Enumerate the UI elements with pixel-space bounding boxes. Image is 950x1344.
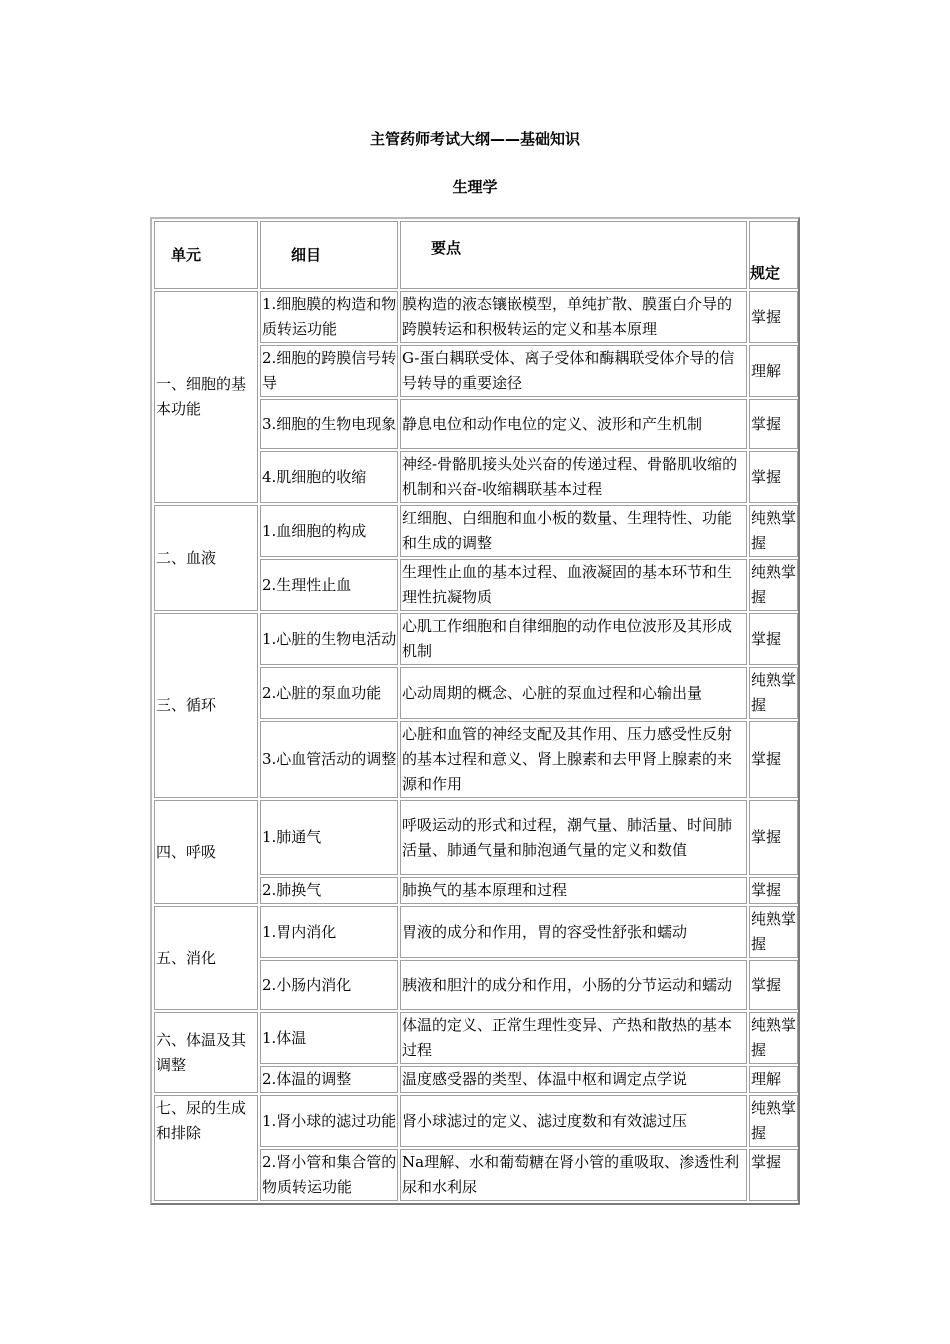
point-cell: 温度感受器的类型、体温中枢和调定点学说: [400, 1066, 747, 1093]
requirement-cell: 纯熟掌握: [749, 667, 798, 719]
point-cell: 心肌工作细胞和自律细胞的动作电位波形及其形成机制: [400, 613, 747, 665]
unit-cell: 五、消化: [154, 906, 258, 1010]
point-cell: 肾小球滤过的定义、滤过度数和有效滤过压: [400, 1095, 747, 1147]
point-cell: 膜构造的液态镶嵌模型，单纯扩散、膜蛋白介导的跨膜转运和积极转运的定义和基本原理: [400, 291, 747, 343]
point-cell: 神经-骨骼肌接头处兴奋的传递过程、骨骼肌收缩的机制和兴奋-收缩耦联基本过程: [400, 451, 747, 503]
table-row: [154, 291, 798, 343]
point-cell: 肺换气的基本原理和过程: [400, 877, 747, 904]
item-cell: 1.血细胞的构成: [260, 505, 398, 557]
requirement-cell: 掌握: [749, 800, 798, 875]
table-row: [154, 1095, 798, 1147]
item-cell: 2.生理性止血: [260, 559, 398, 611]
table-row: [154, 906, 798, 958]
point-cell: 心脏和血管的神经支配及其作用、压力感受性反射的基本过程和意义、肾上腺素和去甲肾上腺素的来源和作用: [400, 721, 747, 798]
item-cell: 3.心血管活动的调整: [260, 721, 398, 798]
item-cell: 1.胃内消化: [260, 906, 398, 958]
table-row: [154, 800, 798, 875]
header-requirement: 规定: [749, 221, 798, 289]
point-cell: 胃液的成分和作用，胃的容受性舒张和蠕动: [400, 906, 747, 958]
requirement-cell: 掌握: [749, 877, 798, 904]
unit-cell: 六、体温及其调整: [154, 1012, 258, 1093]
item-cell: 1.体温: [260, 1012, 398, 1064]
item-cell: 2.小肠内消化: [260, 960, 398, 1010]
requirement-cell: 理解: [749, 1066, 798, 1093]
unit-cell: 四、呼吸: [154, 800, 258, 904]
point-cell: 生理性止血的基本过程、血液凝固的基本环节和生理性抗凝物质: [400, 559, 747, 611]
requirement-cell: 掌握: [749, 451, 798, 503]
item-cell: 4.肌细胞的收缩: [260, 451, 398, 503]
table-header-row: [154, 221, 798, 289]
unit-cell: 一、细胞的基本功能: [154, 291, 258, 503]
table-row: [154, 613, 798, 665]
requirement-cell: 纯熟掌握: [749, 906, 798, 958]
requirement-cell: 纯熟掌握: [749, 505, 798, 557]
header-point: 要点: [400, 221, 747, 289]
requirement-cell: 掌握: [749, 613, 798, 665]
syllabus-table: [152, 219, 800, 1203]
item-cell: 1.肺通气: [260, 800, 398, 875]
header-unit: 单元: [154, 221, 258, 289]
item-cell: 2.肾小管和集合管的物质转运功能: [260, 1149, 398, 1201]
unit-cell: 七、尿的生成和排除: [154, 1095, 258, 1201]
point-cell: 红细胞、白细胞和血小板的数量、生理特性、功能和生成的调整: [400, 505, 747, 557]
item-cell: 1.肾小球的滤过功能: [260, 1095, 398, 1147]
table-row: [154, 505, 798, 557]
item-cell: 2.细胞的跨膜信号转导: [260, 345, 398, 397]
document-subtitle: 生理学: [452, 178, 498, 196]
table-row: [154, 1012, 798, 1064]
point-cell: 静息电位和动作电位的定义、波形和产生机制: [400, 399, 747, 449]
requirement-cell: 纯熟掌握: [749, 1095, 798, 1147]
item-cell: 3.细胞的生物电现象: [260, 399, 398, 449]
requirement-cell: 掌握: [749, 1149, 798, 1201]
item-cell: 1.细胞膜的构造和物质转运功能: [260, 291, 398, 343]
point-cell: Na理解、水和葡萄糖在肾小管的重吸取、渗透性利尿和水利尿: [400, 1149, 747, 1201]
item-cell: 2.体温的调整: [260, 1066, 398, 1093]
item-cell: 2.肺换气: [260, 877, 398, 904]
requirement-cell: 掌握: [749, 960, 798, 1010]
requirement-cell: 纯熟掌握: [749, 1012, 798, 1064]
unit-cell: 二、血液: [154, 505, 258, 611]
requirement-cell: 掌握: [749, 399, 798, 449]
point-cell: G-蛋白耦联受体、离子受体和酶耦联受体介导的信号转导的重要途径: [400, 345, 747, 397]
point-cell: 呼吸运动的形式和过程，潮气量、肺活量、时间肺活量、肺通气量和肺泡通气量的定义和数值: [400, 800, 747, 875]
requirement-cell: 纯熟掌握: [749, 559, 798, 611]
document-title: 主管药师考试大纲——基础知识: [369, 130, 580, 148]
point-cell: 心动周期的概念、心脏的泵血过程和心输出量: [400, 667, 747, 719]
requirement-cell: 掌握: [749, 291, 798, 343]
requirement-cell: 理解: [749, 345, 798, 397]
item-cell: 2.心脏的泵血功能: [260, 667, 398, 719]
point-cell: 胰液和胆汁的成分和作用，小肠的分节运动和蠕动: [400, 960, 747, 1010]
point-cell: 体温的定义、正常生理性变异、产热和散热的基本过程: [400, 1012, 747, 1064]
requirement-cell: 掌握: [749, 721, 798, 798]
item-cell: 1.心脏的生物电活动: [260, 613, 398, 665]
header-item: 细目: [260, 221, 398, 289]
unit-cell: 三、循环: [154, 613, 258, 798]
